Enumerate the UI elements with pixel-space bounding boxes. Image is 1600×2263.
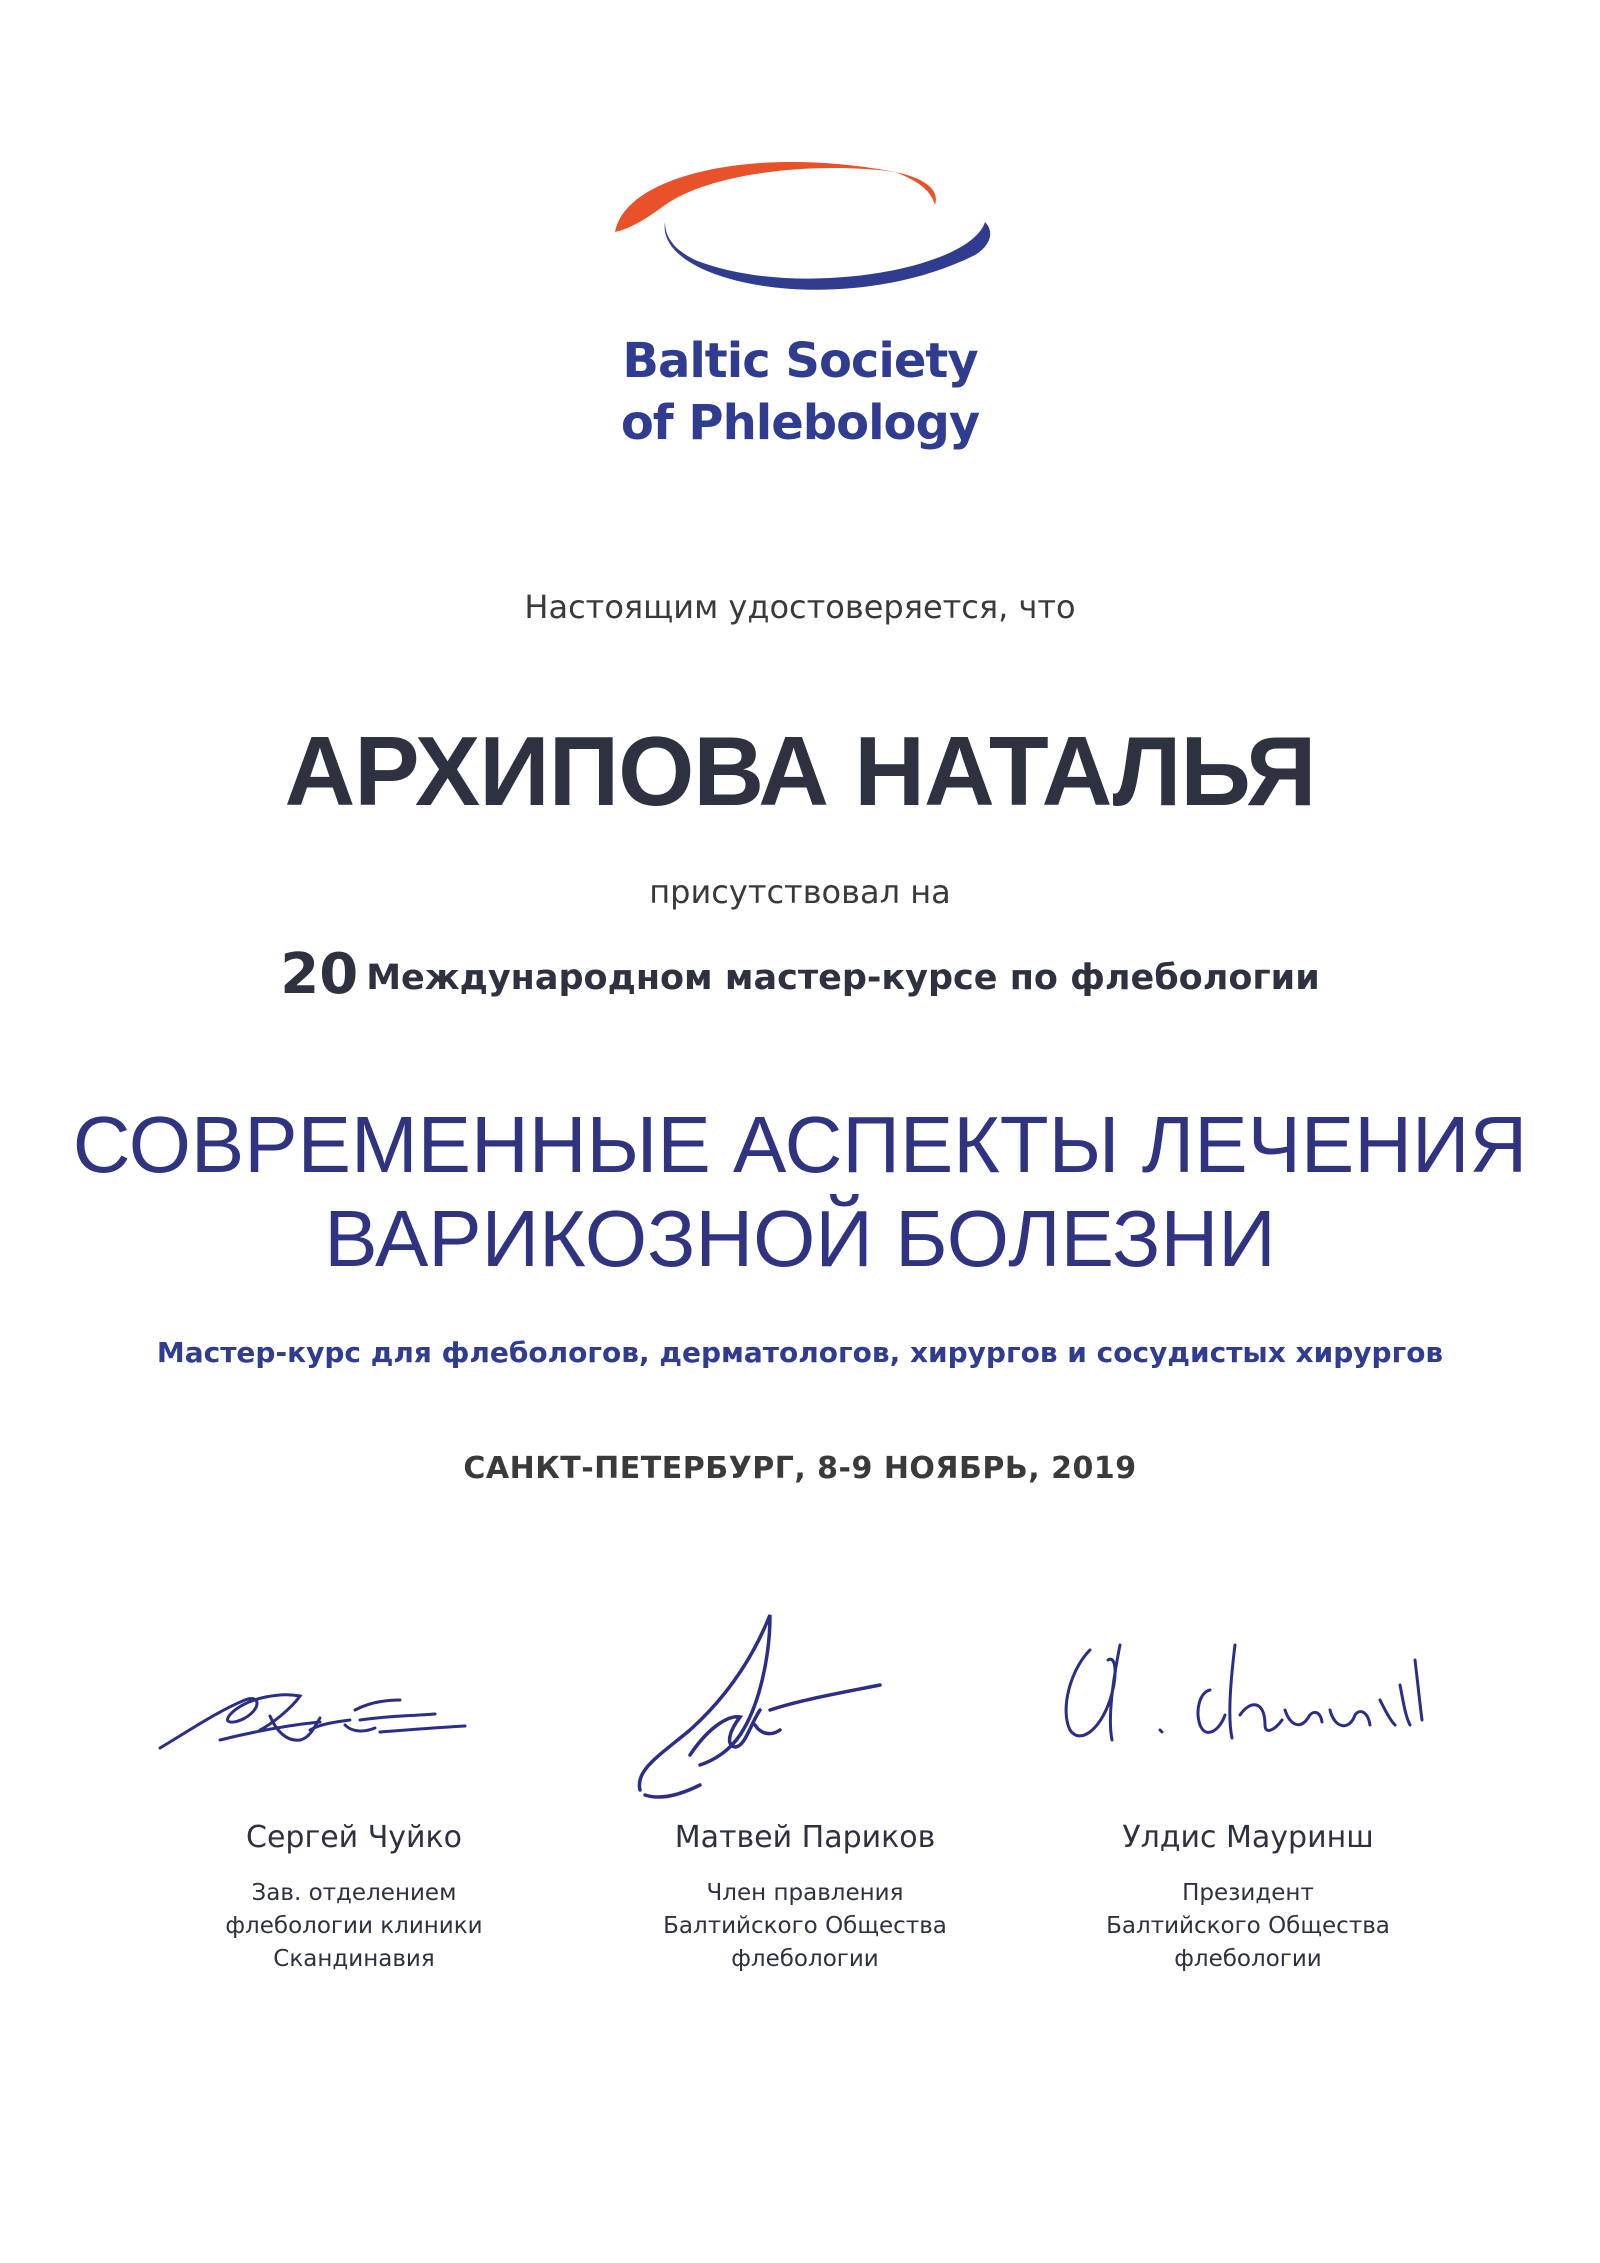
event-title-line2: ВАРИКОЗНОЙ БОЛЕЗНИ xyxy=(324,1194,1276,1283)
recipient-name: АРХИПОВА НАТАЛЬЯ xyxy=(284,716,1316,826)
signatory-1-role-line2: флебологии клиники xyxy=(225,1913,483,1939)
place-date: САНКТ-ПЕТЕРБУРГ, 8-9 НОЯБРЬ, 2019 xyxy=(463,1451,1137,1486)
signatory-3 xyxy=(1028,1820,1468,1976)
course-number: 20 xyxy=(280,942,359,1007)
signatory-2-name: Матвей Париков xyxy=(674,1820,936,1855)
signatory-2 xyxy=(585,1820,1025,1976)
event-title-line1: СОВРЕМЕННЫЕ АСПЕКТЫ ЛЕЧЕНИЯ xyxy=(72,1100,1528,1189)
course-line xyxy=(0,942,1600,1007)
signatory-3-role-line2: Балтийского Общества xyxy=(1106,1913,1390,1939)
signatory-1-role-line3: Скандинавия xyxy=(273,1946,435,1972)
signatory-3-name: Улдис Мауринш xyxy=(1122,1820,1374,1855)
course-name: Международном мастер-курсе по флебологии xyxy=(366,958,1320,998)
signatory-3-role-line3: флебологии xyxy=(1174,1946,1322,1972)
organization-name xyxy=(0,330,1600,454)
signatory-1-role-line1: Зав. отделением xyxy=(251,1880,457,1906)
signature-3-image xyxy=(1050,1630,1450,1760)
signatory-2-role-line3: флебологии xyxy=(731,1946,879,1972)
signatory-2-role-line1: Член правления xyxy=(706,1880,904,1906)
signatory-3-role-line1: Президент xyxy=(1182,1880,1314,1906)
signatory-2-role-line2: Балтийского Общества xyxy=(663,1913,947,1939)
intro-text: Настоящим удостоверяется, что xyxy=(524,588,1076,626)
event-subtitle: Мастер-курс для флебологов, дерматологов, хирургов и сосудистых хирургов xyxy=(156,1336,1444,1369)
signature-2-image xyxy=(620,1605,910,1805)
bsp-logo-emblem xyxy=(595,150,1005,320)
signature-1-image xyxy=(150,1630,490,1780)
logo-blue-swoosh xyxy=(665,222,991,290)
attended-text: присутствовал на xyxy=(649,873,951,911)
org-name-line1: Baltic Society xyxy=(622,333,978,389)
logo-orange-swoosh-tail xyxy=(895,172,936,205)
org-name-line2: of Phlebology xyxy=(620,395,980,451)
logo-orange-swoosh xyxy=(615,162,895,232)
signatory-1-name: Сергей Чуйко xyxy=(246,1820,462,1855)
signatory-1 xyxy=(134,1820,574,1976)
